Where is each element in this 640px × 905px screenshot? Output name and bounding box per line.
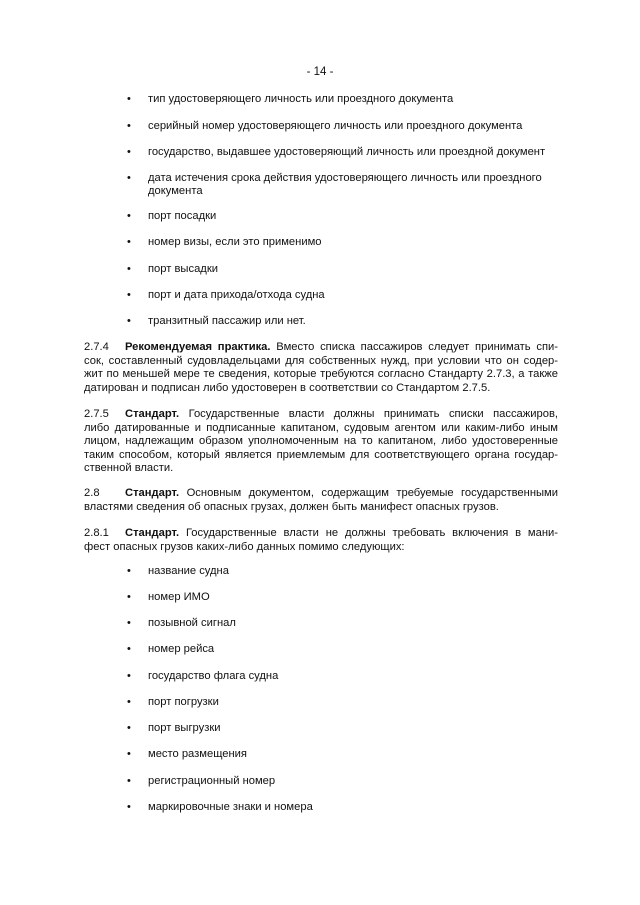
bullet-icon: • <box>127 670 131 682</box>
list-item-text: государство флага судна <box>148 670 279 682</box>
paragraph-line: либо датированные и подписанные капитаном, судовым агентом или каким-либо иным <box>84 421 558 434</box>
paragraph-number: 2.8.1 <box>84 527 109 539</box>
list-item-text: номер рейса <box>148 643 215 655</box>
paragraph-2-8 <box>84 487 558 514</box>
paragraph-line: фест опасных грузов каких-либо данных помимо следующих: <box>84 540 405 553</box>
bullet-icon: • <box>127 93 131 105</box>
bullet-icon: • <box>127 775 131 787</box>
list-item-text: серийный номер удостоверяющего личность или проездного документа <box>148 120 523 132</box>
page-number: - 14 - <box>306 66 334 78</box>
bullet-icon: • <box>127 289 131 301</box>
list-item-text: государство, выдавшее удостоверяющий личность или проездной документ <box>148 146 546 158</box>
bullet-icon: • <box>127 263 131 275</box>
paragraph-label: Стандарт. <box>125 487 180 499</box>
list-item-text: порт и дата прихода/отхода судна <box>148 289 325 301</box>
list-item-text: порт выгрузки <box>148 722 221 734</box>
bullet-icon: • <box>127 565 131 577</box>
paragraph-number: 2.7.5 <box>84 408 109 420</box>
paragraph-text: Государственные власти не должны требовать включения в мани- <box>179 527 558 539</box>
paragraph-line: сок, составленный судовладельцами для собственных нужд, при условии что он содер- <box>84 354 558 367</box>
bullet-icon: • <box>127 146 131 158</box>
bullet-icon: • <box>127 643 131 655</box>
paragraph-line: лицом, надлежащим образом уполномоченным на то капитаном, либо удостоверенные <box>84 435 558 448</box>
list-item-text: тип удостоверяющего личность или проездного документа <box>148 93 454 105</box>
bullet-icon: • <box>127 236 131 248</box>
list-item-text: название судна <box>148 565 229 577</box>
list-item-text: порт посадки <box>148 210 217 222</box>
paragraph-label: Стандарт. <box>125 527 180 539</box>
list-item-text: маркировочные знаки и номера <box>148 801 313 813</box>
list-item-text: регистрационный номер <box>148 775 276 787</box>
paragraph-line: жит по меньшей мере те сведения, которые требуются согласно Стандарту 2.7.3, а также <box>84 368 558 381</box>
paragraph-text: Государственные власти должны принимать списки пассажиров, <box>179 408 558 420</box>
list-item-text: дата истечения срока действия удостоверяющего личность или проездного <box>148 172 542 184</box>
list-item-text: порт высадки <box>148 263 218 275</box>
list-item-text: номер ИМО <box>148 591 210 603</box>
list-item-text: номер визы, если это применимо <box>148 236 322 248</box>
bullet-icon: • <box>127 591 131 603</box>
paragraph-label: Стандарт. <box>125 408 180 420</box>
paragraph-2-7-5 <box>84 408 558 476</box>
paragraph-line <box>84 341 558 355</box>
paragraph-line: властями сведения об опасных грузах, должен быть манифест опасных грузов. <box>84 500 499 513</box>
bullet-icon: • <box>127 801 131 813</box>
list-item-text: документа <box>148 185 203 197</box>
paragraph-line: таким способом, который является приемлемым для соответствующего органа государ- <box>84 448 558 461</box>
list-item-text: порт погрузки <box>148 696 219 708</box>
paragraph-2-8-1 <box>84 527 558 554</box>
paragraph-text: Вместо списка пассажиров следует принимать спи- <box>270 341 558 353</box>
paragraph-2-7-4 <box>84 341 558 395</box>
paragraph-number: 2.8 <box>84 487 100 499</box>
bullet-icon: • <box>127 617 131 629</box>
bullet-icon: • <box>127 722 131 734</box>
bullet-icon: • <box>127 748 131 760</box>
paragraph-line <box>84 408 558 422</box>
paragraph-line <box>84 487 558 501</box>
bullet-icon: • <box>127 696 131 708</box>
paragraph-line <box>84 527 558 541</box>
paragraph-label: Рекомендуемая практика. <box>125 341 271 353</box>
bullet-icon: • <box>127 315 131 327</box>
list-item-text: место размещения <box>148 748 247 760</box>
list-item-text: транзитный пассажир или нет. <box>148 315 306 327</box>
paragraph-number: 2.7.4 <box>84 341 109 353</box>
bullet-icon: • <box>127 172 131 184</box>
bullet-icon: • <box>127 120 131 132</box>
paragraph-line: датирован и подписан либо удостоверен в соответствии со Стандартом 2.7.5. <box>84 381 491 394</box>
paragraph-line: ственной власти. <box>84 462 174 475</box>
list-item-text: позывной сигнал <box>148 617 236 629</box>
bullet-icon: • <box>127 210 131 222</box>
paragraph-text: Основным документом, содержащим требуемые государственными <box>179 487 558 499</box>
